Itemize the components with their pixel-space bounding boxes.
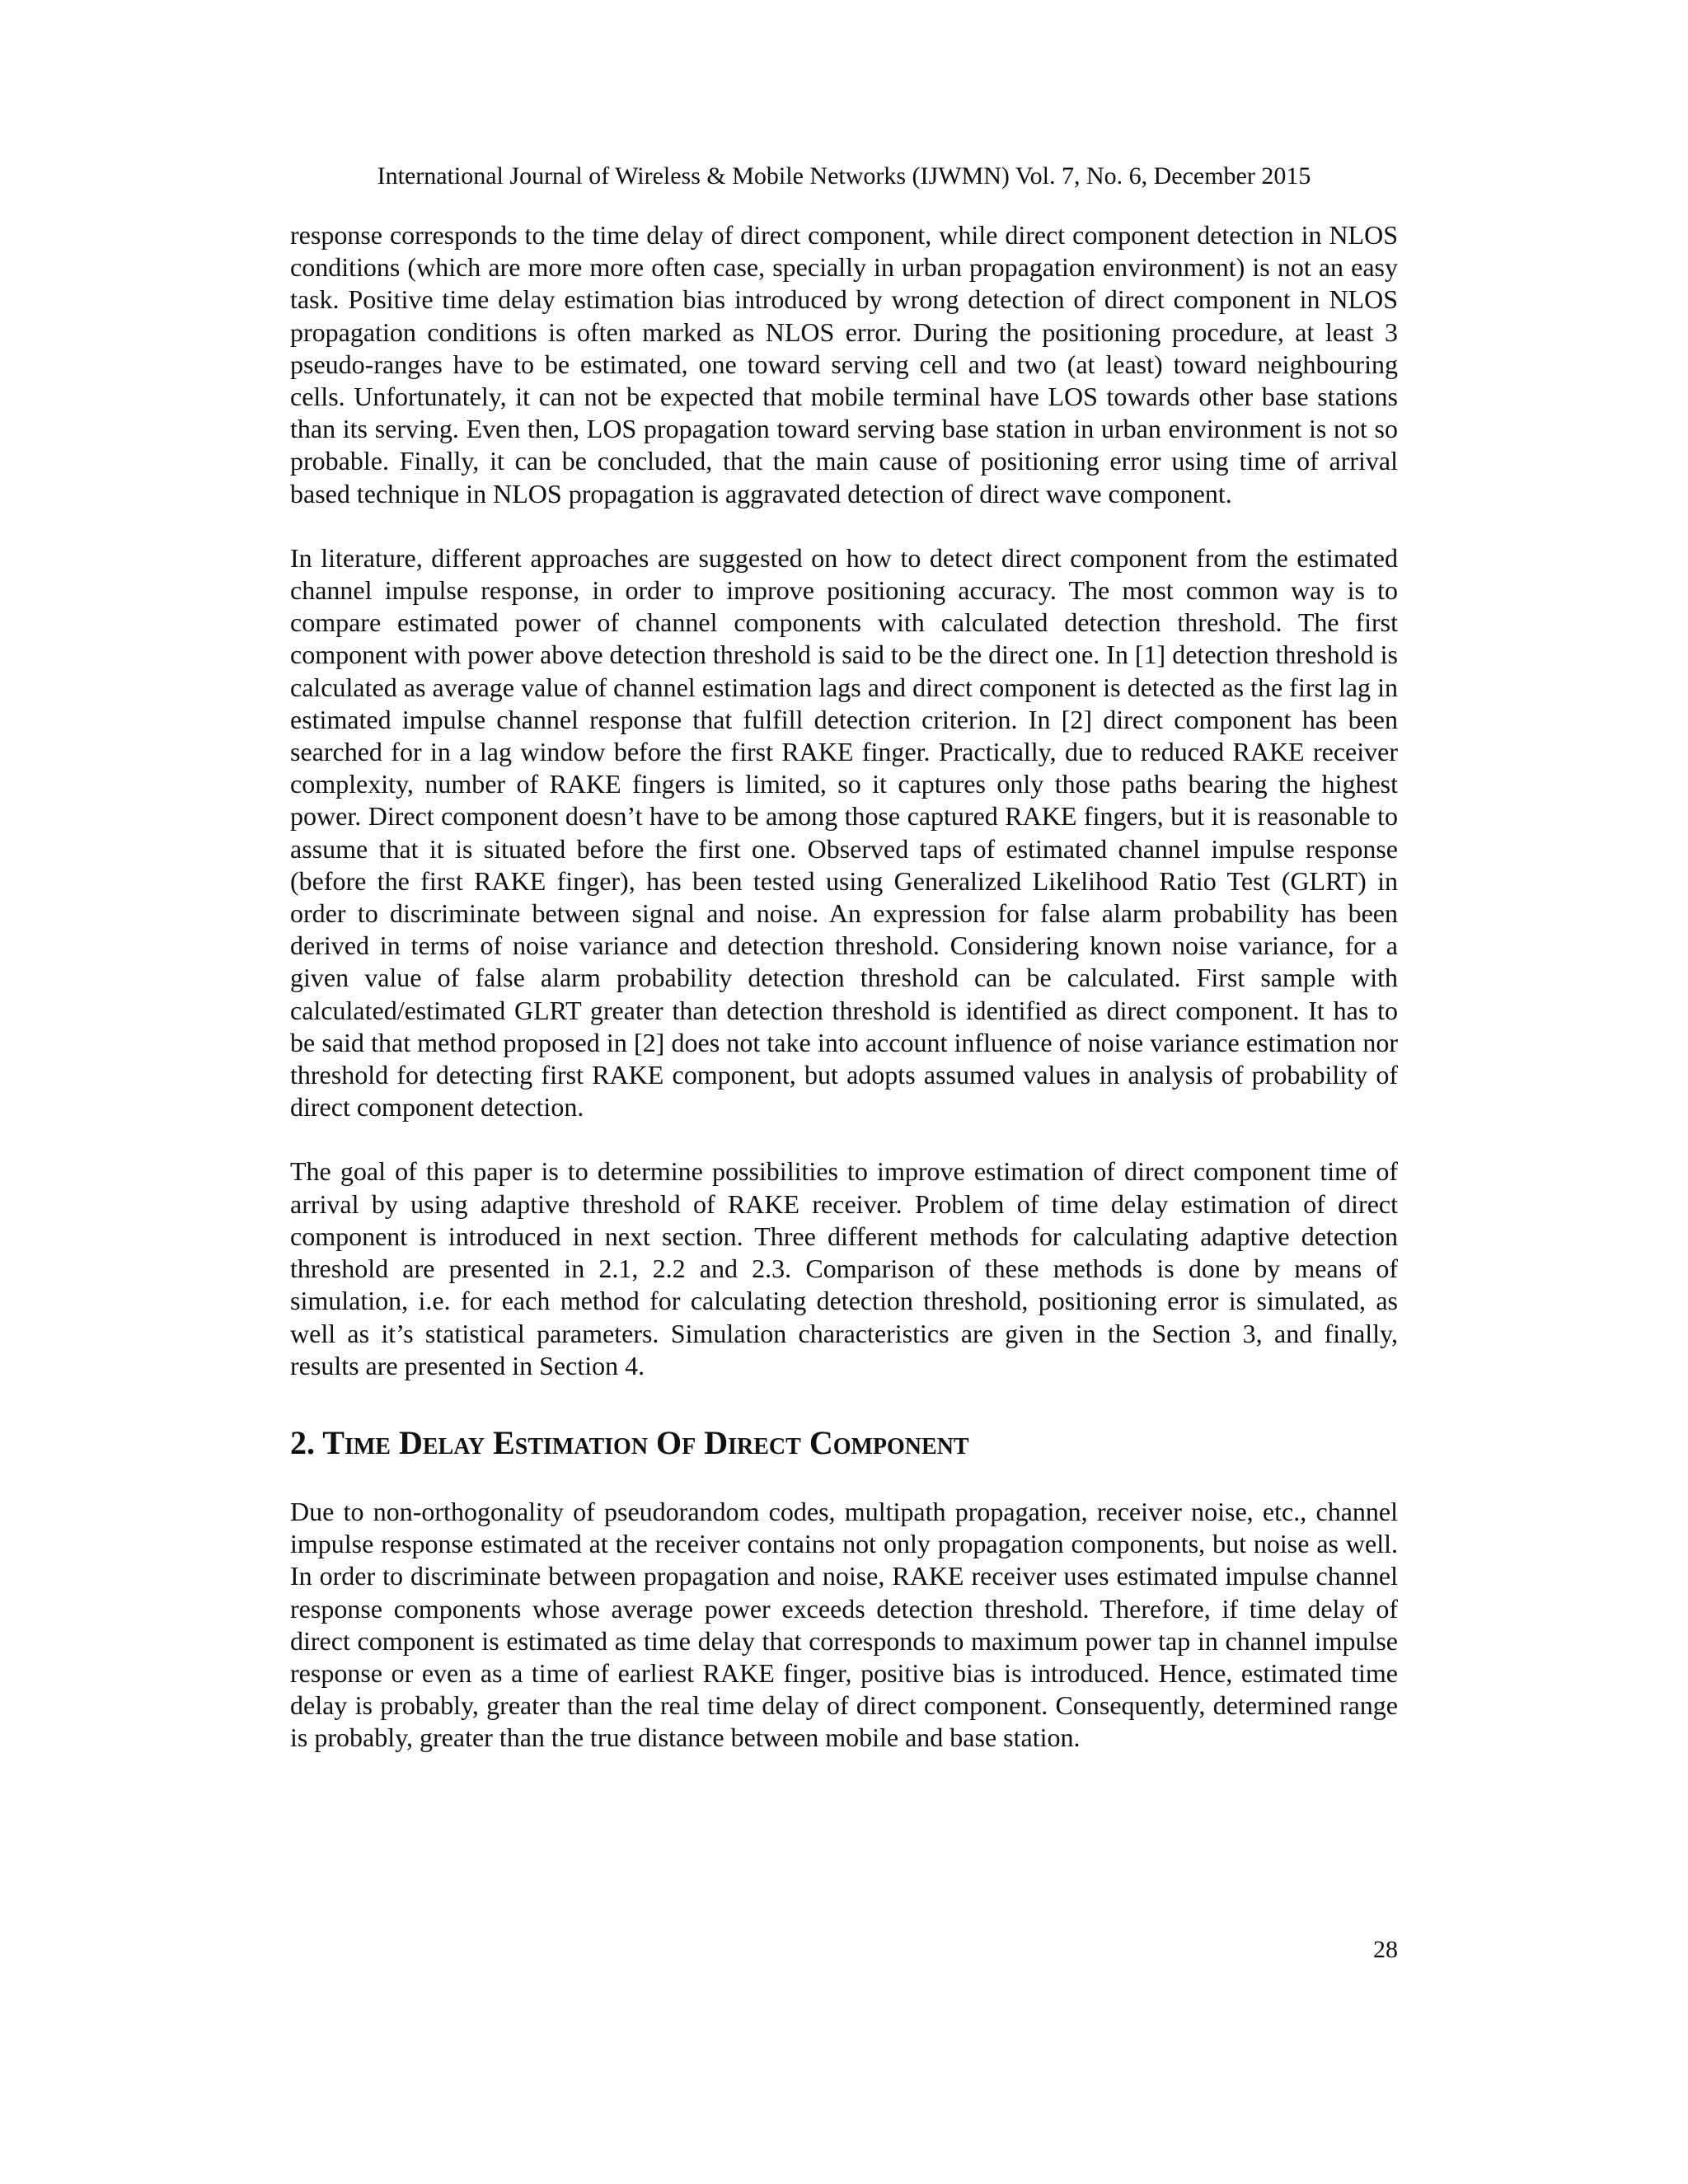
section-heading [290,1423,1398,1463]
page-content [290,219,1398,1755]
running-header: International Journal of Wireless & Mobile Networks (IJWMN) Vol. 7, No. 6, December 2015 [377,162,1311,190]
body-paragraph-1: response corresponds to the time delay of direct component, while direct component detection in NLOS conditions (which are more more often case, specially in urban propagation environment) is not an easy task. Positive time delay estimation bias introduced by wrong detection of direct component in NLOS propagation conditions is often marked as NLOS error. During the positioning procedure, at least 3 pseudo-ranges have to be estimated, one toward serving cell and two (at least) toward neighbouring cells. Unfortunately, it can not be expected that mobile terminal have LOS towards other base stations than its serving. Even then, LOS propagation toward serving base station in urban environment is not so probable. Finally, it can be concluded, that the main cause of positioning error using time of arrival based technique in NLOS propagation is aggravated detection of direct wave component. [290,220,1398,509]
page-number: 28 [1373,1936,1398,1963]
section-paragraph: Due to non-orthogonality of pseudorandom codes, multipath propagation, receiver noise, etc., channel impulse response estimated at the receiver contains not only propagation components, but noise as well. In order to discriminate between propagation and noise, RAKE receiver uses estimated impulse channel response components whose average power exceeds detection threshold. Therefore, if time delay of direct component is estimated as time delay that corresponds to maximum power tap in channel impulse response or even as a time of earliest RAKE finger, positive bias is introduced. Hence, estimated time delay is probably, greater than the real time delay of direct component. Consequently, determined range is probably, greater than the true distance between mobile and base station. [290,1496,1398,1753]
section-heading-text: 2. Time Delay Estimation Of Direct Component [290,1423,969,1461]
body-paragraph-2: In literature, different approaches are suggested on how to detect direct component from the estimated channel impulse response, in order to improve positioning accuracy. The most common way is to compare estimated power of channel components with calculated detection threshold. The first component with power above detection threshold is said to be the direct one. In [1] detection threshold is calculated as average value of channel estimation lags and direct component is detected as the first lag in estimated impulse channel response that fulfill detection criterion. In [2] direct component has been searched for in a lag window before the first RAKE finger. Practically, due to reduced RAKE receiver complexity, number of RAKE fingers is limited, so it captures only those paths bearing the highest power. Direct component doesn’t have to be among those captured RAKE fingers, but it is reasonable to assume that it is situated before the first one. Observed taps of estimated channel impulse response (before the first RAKE finger), has been tested using Generalized Likelihood Ratio Test (GLRT) in order to discriminate between signal and noise. An expression for false alarm probability has been derived in terms of noise variance and detection threshold. Considering known noise variance, for a given value of false alarm probability detection threshold can be calculated. First sample with calculated/estimated GLRT greater than detection threshold is identified as direct component. It has to be said that method proposed in [2] does not take into account influence of noise variance estimation nor threshold for detecting first RAKE component, but adopts assumed values in analysis of probability of direct component detection. [290,542,1398,1122]
body-paragraph-3: The goal of this paper is to determine possibilities to improve estimation of direct component time of arrival by using adaptive threshold of RAKE receiver. Problem of time delay estimation of direct component is introduced in next section. Three different methods for calculating adaptive detection threshold are presented in 2.1, 2.2 and 2.3. Comparison of these methods is done by means of simulation, i.e. for each method for calculating detection threshold, positioning error is simulated, as well as it’s statistical parameters. Simulation characteristics are given in the Section 3, and finally, results are presented in Section 4. [290,1156,1398,1380]
